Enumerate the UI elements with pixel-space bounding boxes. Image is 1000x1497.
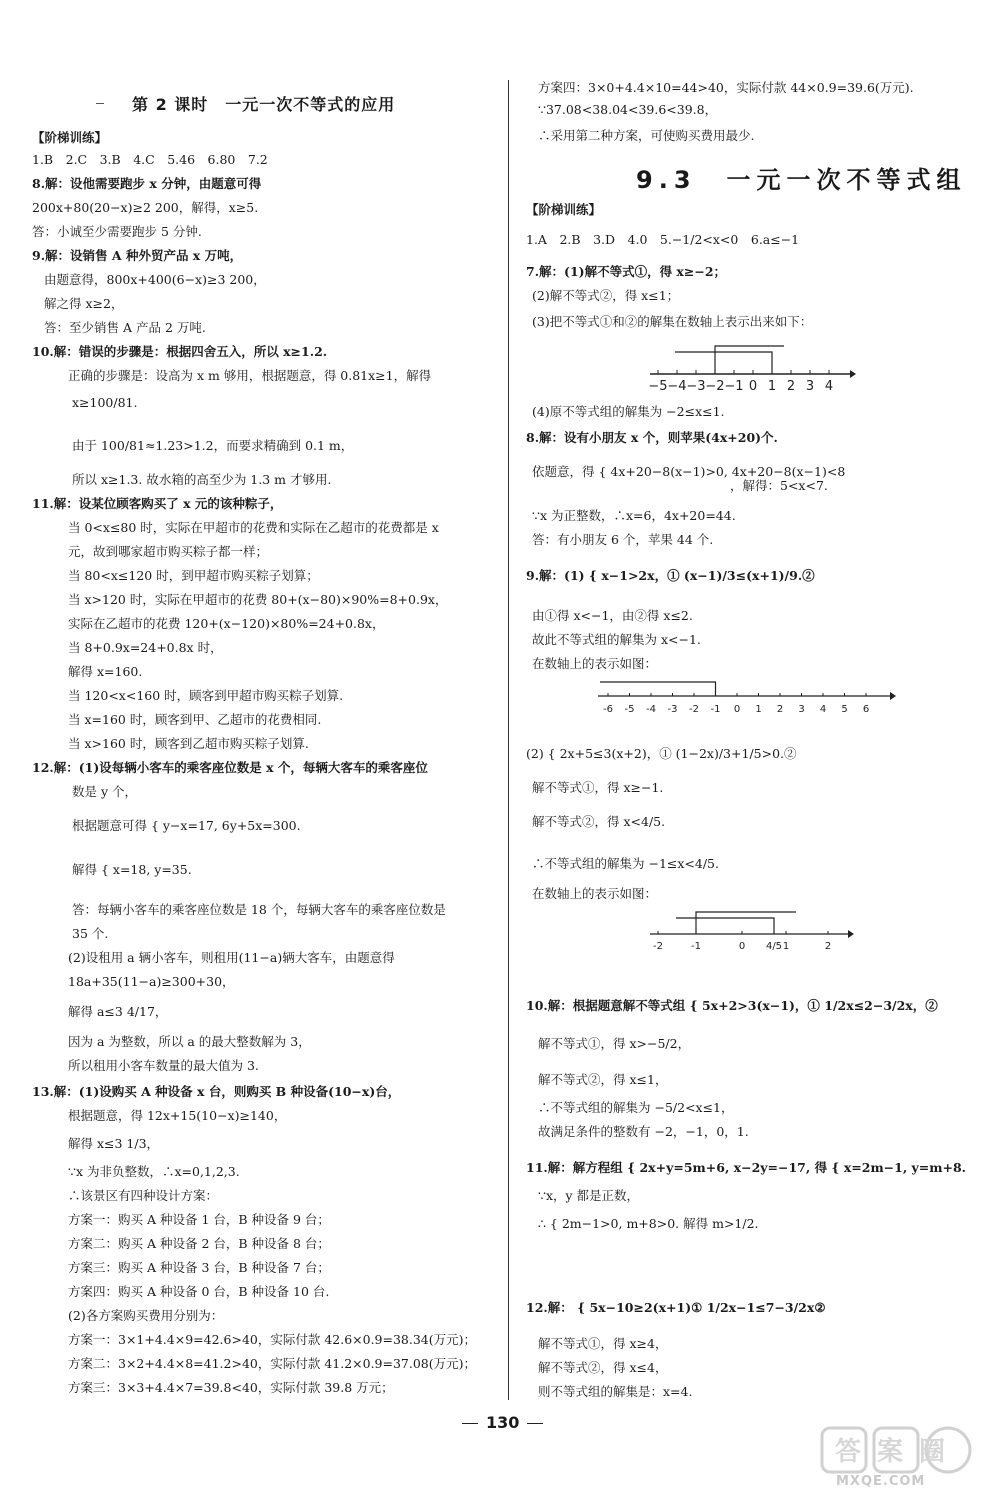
text-line: 由题意得，800x+400(6−x)≥3 200， <box>44 272 266 287</box>
text-line: 解不等式②，得 x≤1， <box>538 1072 668 1087</box>
text-line: 1.A 2.B 3.D 4.0 5.−1/2<x<0 6.a≤−1 <box>526 232 800 247</box>
text-line: 方案一：购买 A 种设备 1 台，B 种设备 9 台； <box>68 1212 330 1227</box>
text-line: 7.解：(1)解不等式①，得 x≥−2； <box>526 264 727 279</box>
text-line: 元，故到哪家超市购买粽子都一样； <box>68 544 269 559</box>
text-line: 解不等式①，得 x>−5/2， <box>538 1036 691 1051</box>
tick-label: 0 <box>733 704 741 715</box>
text-line: 实际在乙超市的花费 120+(x−120)×80%=24+0.8x， <box>68 616 385 631</box>
tick-label: -4 <box>646 704 656 715</box>
text-line: 根据题意可得 { y−x=17, 6y+5x=300. <box>72 818 301 833</box>
svg-text:答案圈: 答案圈 <box>834 1437 962 1467</box>
text-line: (2)设租用 a 辆小客车，则租用(11−a)辆大客车，由题意得 <box>68 950 395 965</box>
tick-label: 4 <box>824 379 834 394</box>
tick-label: -6 <box>603 704 613 715</box>
text-line: 答：有小朋友 6 个，苹果 44 个. <box>532 532 714 547</box>
text-line: 方案一：3×1+4.4×9=42.6>40，实际付款 42.6×0.9=38.34(万元)； <box>68 1332 477 1347</box>
tick-label: 3 <box>805 379 815 394</box>
number-line-2 <box>596 676 896 718</box>
text-line: 1.B 2.C 3.B 4.C 5.46 6.80 7.2 <box>32 152 268 167</box>
axis-arrow <box>850 370 856 378</box>
text-line: 11.解：设某位顾客购买了 x 元的该种粽子， <box>32 496 283 511</box>
footer-dash-left <box>462 1423 478 1425</box>
tick-label: -2 <box>689 704 699 715</box>
text-line: (4)原不等式组的解集为 −2≤x≤1. <box>532 404 725 419</box>
tick-label: −2 <box>705 379 725 394</box>
text-line: 10.解：根据题意解不等式组 { 5x+2>3(x−1)，① 1/2x≤2−3/2x，② <box>526 998 938 1013</box>
text-line: 当 120<x<160 时，顾客到甲超市购买粽子划算. <box>68 688 344 703</box>
text-line: ∵x 为非负整数，∴x=0,1,2,3. <box>68 1164 240 1179</box>
text-line: (3)把不等式①和②的解集在数轴上表示出来如下： <box>532 314 813 329</box>
text-line: 解不等式①，得 x≥−1. <box>532 780 664 795</box>
text-line: ∴不等式组的解集为 −1≤x<4/5. <box>532 856 719 871</box>
text-line: 由①得 x<−1，由②得 x≤2. <box>532 608 693 623</box>
text-line: ∴该景区有四种设计方案： <box>68 1188 219 1203</box>
tick-label: 6 <box>862 704 870 715</box>
tick-label: 4 <box>819 704 827 715</box>
text-line: ∴采用第二种方案，可使购买费用最少. <box>538 128 755 143</box>
page-footer <box>454 1413 551 1432</box>
tick-label: -1 <box>691 941 701 952</box>
footer-dash-right <box>527 1423 543 1425</box>
text-line: 当 x>160 时，顾客到乙超市购买粽子划算. <box>68 736 309 751</box>
text-line: ∴ { 2m−1>0, m+8>0. 解得 m>1/2. <box>538 1216 759 1231</box>
text-line: 方案四：3×0+4.4×10=44>40，实际付款 44×0.9=39.6(万元). <box>538 80 914 95</box>
text-line: 【阶梯训练】 <box>526 202 602 217</box>
tick-label: 1 <box>767 379 777 394</box>
text-line: 正确的步骤是：设高为 x m 够用，根据题意，得 0.81x≥1，解得 <box>68 368 432 383</box>
text-line: ∵x，y 都是正数， <box>538 1188 640 1203</box>
text-line: 解不等式①，得 x≥4， <box>538 1336 668 1351</box>
text-line: 12.解： { 5x−10≥2(x+1)① 1/2x−1≤7−3/2x② <box>526 1300 826 1315</box>
text-line: 解得 { x=18, y=35. <box>72 862 192 877</box>
text-line: ∴不等式组的解集为 −5/2<x≤1， <box>538 1100 734 1115</box>
watermark-text: MXQE.COM <box>836 1474 926 1489</box>
decorative-rule <box>96 103 104 104</box>
text-line: 11.解：解方程组 { 2x+y=5m+6, x−2y=−17, 得 { x=2m−1, y=m+8. <box>526 1160 967 1175</box>
text-line: x≥100/81. <box>72 395 138 410</box>
text-line: 答：小诚至少需要跑步 5 分钟. <box>32 224 202 239</box>
text-line: 35 个. <box>72 926 109 941</box>
text-line: 因为 a 为整数，所以 a 的最大整数解为 3， <box>68 1034 311 1049</box>
text-line: 答：每辆小客车的乘客座位数是 18 个，每辆大客车的乘客座位数是 <box>72 902 446 917</box>
text-line: 9.解：设销售 A 种外贸产品 x 万吨， <box>32 248 243 263</box>
text-line: 在数轴上的表示如图： <box>532 656 658 671</box>
text-line: 解得 x≤3 1/3， <box>68 1136 160 1151</box>
tick-label: −5 <box>648 379 668 394</box>
text-line: 8.解：设他需要跑步 x 分钟，由题意可得 <box>32 176 262 191</box>
tick-label: 2 <box>786 379 796 394</box>
text-line: 方案四：购买 A 种设备 0 台，B 种设备 10 台. <box>68 1284 330 1299</box>
text-line: 当 80<x≤120 时，到甲超市购买粽子划算； <box>68 568 319 583</box>
tick-label: −3 <box>686 379 706 394</box>
section-title-2: 第 2 课时 一元一次不等式的应用 <box>132 95 396 114</box>
tick-label: 1 <box>782 941 790 952</box>
text-line: 则不等式组的解集是：x=4. <box>538 1384 693 1399</box>
text-line: (2) { 2x+5≤3(x+2)，① (1−2x)/3+1/5>0.② <box>526 746 797 761</box>
text-line: 所以 x≥1.3. 故水箱的高至少为 1.3 m 才够用. <box>72 472 332 487</box>
text-line: ∵37.08<38.04<39.6<39.8， <box>538 102 718 117</box>
text-line: 【阶梯训练】 <box>32 130 108 145</box>
text-line: 解不等式②，得 x≤4， <box>538 1360 668 1375</box>
tick-label: −4 <box>667 379 687 394</box>
tick-label: 5 <box>841 704 848 715</box>
tick-label: 4/5 <box>765 941 783 952</box>
text-line: 由于 100/81≈1.23>1.2，而要求精确到 0.1 m， <box>72 438 354 453</box>
solution-bracket-2 <box>675 352 772 374</box>
text-line: 200x+80(20−x)≥2 200，解得，x≥5. <box>32 200 259 215</box>
text-line: 12.解：(1)设每辆小客车的乘客座位数是 x 个，每辆大客车的乘客座位 <box>32 760 428 775</box>
number-line-3 <box>646 906 856 956</box>
text-line: 方案二：3×2+4.4×8=41.2>40，实际付款 41.2×0.9=37.08(万元)； <box>68 1356 477 1371</box>
text-line: (2)解不等式②，得 x≤1； <box>532 288 680 303</box>
text-line: ，解得：5<x<7. <box>730 478 828 493</box>
text-line: 当 x>120 时，实际在甲超市的花费 80+(x−80)×90%=8+0.9x， <box>68 592 448 607</box>
page-number: 130 <box>486 1413 520 1432</box>
text-line: 10.解：错误的步骤是：根据四舍五入，所以 x≥1.2. <box>32 344 328 359</box>
tick-label: -5 <box>624 704 635 715</box>
tick-label: -1 <box>710 704 721 715</box>
text-line: 当 8+0.9x=24+0.8x 时， <box>68 640 223 655</box>
solution-bracket-2 <box>676 918 774 934</box>
tick-label: 0 <box>738 941 746 952</box>
text-line: 方案三：购买 A 种设备 3 台，B 种设备 7 台； <box>68 1260 330 1275</box>
text-line: 解不等式②，得 x<4/5. <box>532 814 666 829</box>
text-line: 答：至少销售 A 产品 2 万吨. <box>44 320 206 335</box>
solution-bracket <box>600 682 716 696</box>
text-line: 方案二：购买 A 种设备 2 台，B 种设备 8 台； <box>68 1236 330 1251</box>
text-line: ∵x 为正整数，∴x=6，4x+20=44. <box>532 508 736 523</box>
text-line: 故此不等式组的解集为 x<−1. <box>532 632 701 647</box>
text-line: 所以租用小客车数量的最大值为 3. <box>68 1058 259 1073</box>
section-title-9-3: 9.3 一元一次不等式组 <box>636 166 967 194</box>
solution-bracket-1 <box>715 346 784 374</box>
text-line: 当 0<x≤80 时，实际在甲超市的花费和实际在乙超市的花费都是 x <box>68 520 439 535</box>
tick-label: −1 <box>724 379 744 394</box>
tick-label: 1 <box>755 704 762 715</box>
text-line: 依题意，得 { 4x+20−8(x−1)>0, 4x+20−8(x−1)<8 <box>532 464 846 479</box>
text-line: 根据题意，得 12x+15(10−x)≥140， <box>68 1108 287 1123</box>
text-line: 方案三：3×3+4.4×7=39.8<40，实际付款 39.8 万元； <box>68 1380 394 1395</box>
text-line: 8.解：设有小朋友 x 个，则苹果(4x+20)个. <box>526 430 778 445</box>
text-line: 解之得 x≥2， <box>44 296 124 311</box>
text-line: 数是 y 个， <box>72 784 138 799</box>
tick-label: 2 <box>776 704 784 715</box>
tick-label: 2 <box>824 941 832 952</box>
axis-arrow <box>890 692 896 700</box>
tick-label: -2 <box>653 941 663 952</box>
tick-label: 3 <box>798 704 805 715</box>
text-line: 13.解：(1)设购买 A 种设备 x 台，则购买 B 种设备(10−x)台， <box>32 1084 401 1099</box>
text-line: 9.解：(1) { x−1>2x，① (x−1)/3≤(x+1)/9.② <box>526 568 815 583</box>
text-line: 在数轴上的表示如图： <box>532 886 658 901</box>
text-line: 当 x=160 时，顾客到甲、乙超市的花费相同. <box>68 712 322 727</box>
column-divider <box>508 80 509 1400</box>
number-line-1 <box>646 342 856 400</box>
tick-label: 0 <box>748 379 758 394</box>
solution-bracket-1 <box>696 912 796 934</box>
tick-label: -3 <box>667 704 678 715</box>
text-line: 18a+35(11−a)≥300+30， <box>68 974 235 989</box>
axis-arrow <box>848 930 854 938</box>
text-line: 故满足条件的整数有 −2，−1，0，1. <box>538 1124 749 1139</box>
text-line: (2)各方案购买费用分别为： <box>68 1308 224 1323</box>
text-line: 解得 a≤3 4/17， <box>68 1004 168 1019</box>
text-line: 解得 x=160. <box>68 664 143 679</box>
